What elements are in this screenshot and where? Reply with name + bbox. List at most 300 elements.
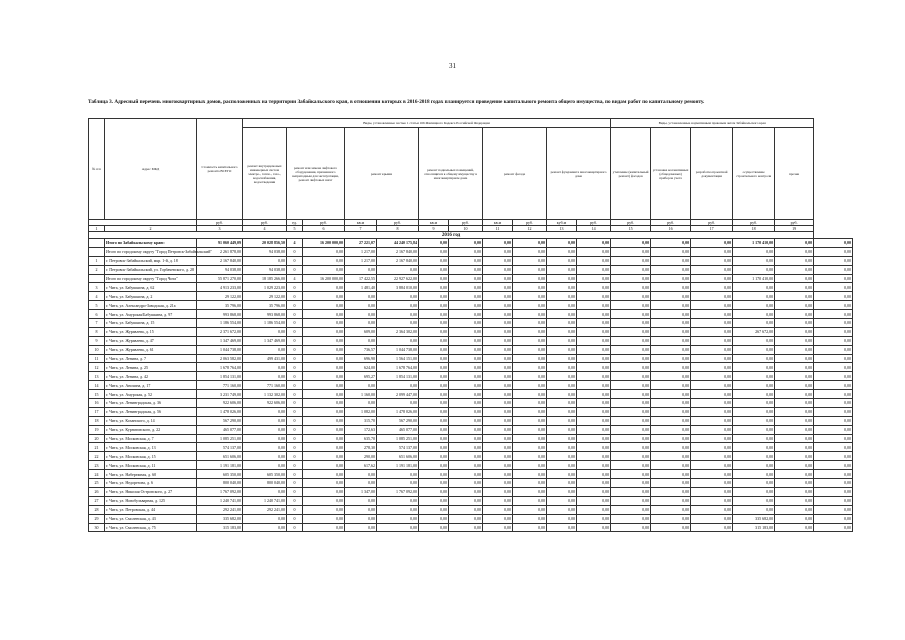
row-value: 922 606,00 bbox=[197, 399, 243, 408]
row-value: 0,00 bbox=[345, 496, 377, 505]
row-value: 0,00 bbox=[733, 354, 775, 363]
row-address: г. Чита, ул. Анохина, д. 17 bbox=[105, 381, 197, 390]
row-value: 1 217,00 bbox=[345, 247, 377, 256]
row-value: 0,00 bbox=[513, 487, 547, 496]
row-value: 0,00 bbox=[814, 461, 853, 470]
row-value: 0,00 bbox=[775, 461, 814, 470]
row-number: 9 bbox=[89, 336, 105, 345]
row-number: 3 bbox=[89, 283, 105, 292]
row-value: 0,00 bbox=[243, 407, 287, 416]
row-value: 0,00 bbox=[303, 310, 345, 319]
row-value: 0,00 bbox=[611, 514, 651, 523]
table-row bbox=[89, 390, 853, 399]
row-value: 1 240 741,00 bbox=[197, 496, 243, 505]
row-value: 0,00 bbox=[547, 319, 577, 328]
row-value: 20 028 856,50 bbox=[243, 239, 287, 248]
row-value: 0,00 bbox=[651, 443, 691, 452]
row-value: 1 564 151,00 bbox=[377, 354, 419, 363]
row-value: 0,00 bbox=[483, 470, 513, 479]
row-value: 22 927 622,00 bbox=[377, 274, 419, 283]
row-value: 0,00 bbox=[775, 256, 814, 265]
row-value: 0,00 bbox=[691, 381, 733, 390]
row-value: 0,00 bbox=[733, 470, 775, 479]
row-value: 0,00 bbox=[303, 479, 345, 488]
row-value: 0,00 bbox=[733, 434, 775, 443]
unit-cell: руб. bbox=[449, 220, 483, 226]
row-value: 695,27 bbox=[345, 372, 377, 381]
row-value: 0,00 bbox=[483, 310, 513, 319]
row-value: 0,00 bbox=[577, 505, 611, 514]
row-value: 0,00 bbox=[547, 381, 577, 390]
row-value: 0,00 bbox=[513, 514, 547, 523]
row-value: 0,00 bbox=[691, 292, 733, 301]
row-value: 0,00 bbox=[775, 479, 814, 488]
row-value: 0,00 bbox=[449, 354, 483, 363]
row-value: 0,00 bbox=[775, 514, 814, 523]
row-value: 0,00 bbox=[611, 292, 651, 301]
row-value: 0,00 bbox=[243, 514, 287, 523]
row-number: 19 bbox=[89, 425, 105, 434]
row-value: 0,00 bbox=[577, 434, 611, 443]
row-value: 0,00 bbox=[483, 336, 513, 345]
row-value: 0,00 bbox=[513, 301, 547, 310]
row-value: 0,00 bbox=[651, 407, 691, 416]
row-value: 0,00 bbox=[303, 354, 345, 363]
row-value: 0,00 bbox=[611, 363, 651, 372]
row-value: 0,00 bbox=[775, 523, 814, 532]
row-value: 0,00 bbox=[483, 523, 513, 532]
row-value: 1 217,00 bbox=[345, 256, 377, 265]
row-value: 0,00 bbox=[547, 256, 577, 265]
row-value: 0,00 bbox=[691, 301, 733, 310]
row-value: 0,00 bbox=[691, 274, 733, 283]
row-value: 605 350,00 bbox=[243, 470, 287, 479]
row-number: 12 bbox=[89, 363, 105, 372]
row-value: 0 bbox=[287, 514, 303, 523]
column-number: 17 bbox=[691, 226, 733, 232]
table-row bbox=[89, 256, 853, 265]
row-value: 0,00 bbox=[419, 496, 449, 505]
row-value: 0,00 bbox=[577, 479, 611, 488]
header-systems: ремонт внутридомовых инженерных систем электро-, тепло-, газо-, водоснабжения, водоотведения bbox=[243, 128, 287, 220]
row-number: 14 bbox=[89, 381, 105, 390]
column-number: 7 bbox=[345, 226, 377, 232]
row-value: 635,70 bbox=[345, 434, 377, 443]
row-value: 2 261 878,00 bbox=[197, 247, 243, 256]
row-value: 0,00 bbox=[651, 319, 691, 328]
row-value: 0,00 bbox=[547, 265, 577, 274]
row-number: 28 bbox=[89, 505, 105, 514]
row-value: 94 038,00 bbox=[243, 265, 287, 274]
row-value: 993 868,00 bbox=[197, 310, 243, 319]
row-value: 94 038,00 bbox=[243, 247, 287, 256]
row-value: 1 478 026,00 bbox=[377, 407, 419, 416]
row-value: 0,00 bbox=[483, 363, 513, 372]
row-value: 0,00 bbox=[483, 407, 513, 416]
table-row bbox=[89, 336, 853, 345]
table-container bbox=[88, 118, 853, 532]
row-value: 0,00 bbox=[691, 434, 733, 443]
row-value: 0,00 bbox=[611, 479, 651, 488]
row-value: 0,00 bbox=[303, 301, 345, 310]
row-value: 0,00 bbox=[449, 336, 483, 345]
row-value: 0,00 bbox=[611, 399, 651, 408]
row-value: 0,00 bbox=[651, 434, 691, 443]
row-value: 0,00 bbox=[513, 407, 547, 416]
row-value: 0,00 bbox=[733, 407, 775, 416]
column-number: 5 bbox=[287, 226, 303, 232]
row-value: 617,62 bbox=[345, 461, 377, 470]
row-value: 0 bbox=[287, 319, 303, 328]
row-address: г. Чита, ул. Коханского, д. 14 bbox=[105, 416, 197, 425]
row-value: 0,00 bbox=[449, 452, 483, 461]
row-value: 0,00 bbox=[577, 345, 611, 354]
row-value: 0,00 bbox=[577, 399, 611, 408]
row-address: г. Чита, ул. Смоленская, д. 75 bbox=[105, 523, 197, 532]
row-value: 0,00 bbox=[814, 399, 853, 408]
table-row bbox=[89, 399, 853, 408]
row-value: 0,00 bbox=[775, 443, 814, 452]
row-value: 0,00 bbox=[513, 345, 547, 354]
row-value: 0 bbox=[287, 443, 303, 452]
row-value: 0,00 bbox=[513, 443, 547, 452]
row-value: 0,00 bbox=[651, 470, 691, 479]
row-value: 0,00 bbox=[547, 327, 577, 336]
row-value: 4 bbox=[287, 274, 303, 283]
row-value: 0,00 bbox=[577, 443, 611, 452]
row-address: г. Чита, ул. Ленина, д. 25 bbox=[105, 363, 197, 372]
row-value: 0 bbox=[287, 283, 303, 292]
row-value: 0,00 bbox=[513, 247, 547, 256]
table-row bbox=[89, 345, 853, 354]
row-value: 0,00 bbox=[611, 487, 651, 496]
row-value: 0,00 bbox=[513, 319, 547, 328]
row-value: 0,00 bbox=[303, 256, 345, 265]
row-value: 0,00 bbox=[691, 336, 733, 345]
row-value: 0,00 bbox=[691, 327, 733, 336]
row-value: 0,00 bbox=[611, 443, 651, 452]
header-lifts: ремонт или замена лифтового оборудования, признанного непригодным для эксплуатации, ремонт лифтовых шахт bbox=[287, 128, 345, 220]
row-value: 0,00 bbox=[814, 363, 853, 372]
row-address: г. Чита, ул. Ленина, д. 7 bbox=[105, 354, 197, 363]
row-value: 1 082,00 bbox=[345, 407, 377, 416]
row-value: 0 bbox=[287, 425, 303, 434]
column-number: 4 bbox=[243, 226, 287, 232]
row-value: 0,00 bbox=[651, 479, 691, 488]
row-value: 0,00 bbox=[775, 487, 814, 496]
row-value: 1 347 469,00 bbox=[197, 336, 243, 345]
row-address: г. Чита, ул. Набережная, д. 60 bbox=[105, 470, 197, 479]
row-value: 1 132 302,00 bbox=[243, 390, 287, 399]
row-value: 0,00 bbox=[483, 274, 513, 283]
row-value: 2 063 582,00 bbox=[197, 354, 243, 363]
row-value: 0,00 bbox=[733, 292, 775, 301]
row-value: 16 200 000,00 bbox=[303, 274, 345, 283]
row-value: 0,00 bbox=[345, 336, 377, 345]
row-value: 0,00 bbox=[691, 452, 733, 461]
row-value: 0,00 bbox=[775, 283, 814, 292]
table-row bbox=[89, 265, 853, 274]
row-value: 0,00 bbox=[513, 505, 547, 514]
row-value: 0,00 bbox=[483, 514, 513, 523]
row-number: 7 bbox=[89, 319, 105, 328]
row-value: 16 200 000,00 bbox=[303, 239, 345, 248]
row-value: 0,00 bbox=[651, 336, 691, 345]
row-value: 0,00 bbox=[733, 247, 775, 256]
header-control: осуществление строительного контроля bbox=[733, 128, 775, 220]
row-value: 0,00 bbox=[377, 523, 419, 532]
row-value: 0,00 bbox=[449, 310, 483, 319]
row-value: 0,00 bbox=[483, 292, 513, 301]
row-value: 2 099 447,00 bbox=[377, 390, 419, 399]
row-value: 0,00 bbox=[303, 452, 345, 461]
row-value: 0,00 bbox=[303, 434, 345, 443]
row-value: 0,00 bbox=[303, 345, 345, 354]
unit-cell: ед. bbox=[287, 220, 303, 226]
row-value: 0,00 bbox=[419, 470, 449, 479]
row-address: Итого по городскому округу "Город Чита" bbox=[105, 274, 197, 283]
row-value: 0,00 bbox=[611, 496, 651, 505]
column-number: 15 bbox=[611, 226, 651, 232]
row-value: 0,00 bbox=[733, 390, 775, 399]
row-value: 0,00 bbox=[243, 452, 287, 461]
table-title: Таблица 3. Адресный перечень многоквартирных домов, расположенных на территории Забайкальского края, в отношении которых в 2016-2018 годах планируется проведение капитального ремонта общего имущества, по видам работ по капитальному ремонту. bbox=[88, 99, 705, 105]
row-value: 0,00 bbox=[303, 319, 345, 328]
table-row bbox=[89, 487, 853, 496]
row-value: 0,00 bbox=[449, 479, 483, 488]
row-value: 0,00 bbox=[345, 381, 377, 390]
row-value: 0,00 bbox=[303, 327, 345, 336]
header-facade: ремонт фасада bbox=[483, 128, 547, 220]
row-value: 0,00 bbox=[419, 327, 449, 336]
row-value: 0,00 bbox=[814, 479, 853, 488]
row-value: 0,00 bbox=[611, 274, 651, 283]
row-value: 0,00 bbox=[449, 283, 483, 292]
unit-cell: куб.м bbox=[547, 220, 577, 226]
row-value: 0,00 bbox=[651, 256, 691, 265]
row-value: 0,00 bbox=[775, 247, 814, 256]
column-number: 13 bbox=[547, 226, 577, 232]
row-value: 0,00 bbox=[547, 407, 577, 416]
row-value: 0,00 bbox=[243, 327, 287, 336]
row-value: 0,00 bbox=[449, 487, 483, 496]
row-value: 0,00 bbox=[577, 425, 611, 434]
row-value: 1 044 738,00 bbox=[377, 345, 419, 354]
table-row bbox=[89, 479, 853, 488]
row-value: 0,00 bbox=[651, 274, 691, 283]
row-value: 0,00 bbox=[513, 336, 547, 345]
row-value: 0,00 bbox=[419, 239, 449, 248]
table-row bbox=[89, 310, 853, 319]
row-value: 0,00 bbox=[483, 256, 513, 265]
row-value: 0,00 bbox=[814, 523, 853, 532]
row-value: 0,00 bbox=[547, 239, 577, 248]
row-value: 0,00 bbox=[814, 247, 853, 256]
row-number: 21 bbox=[89, 443, 105, 452]
row-value: 0,00 bbox=[449, 461, 483, 470]
row-value: 0,00 bbox=[651, 354, 691, 363]
row-value: 0,00 bbox=[651, 399, 691, 408]
row-number: 18 bbox=[89, 416, 105, 425]
row-value: 0,00 bbox=[814, 443, 853, 452]
row-value: 0,00 bbox=[651, 363, 691, 372]
row-value: 0,00 bbox=[345, 479, 377, 488]
row-value: 624,00 bbox=[345, 363, 377, 372]
row-value: 0,00 bbox=[814, 487, 853, 496]
row-value: 0,00 bbox=[449, 443, 483, 452]
row-value: 1 191 181,00 bbox=[377, 461, 419, 470]
row-value: 0,00 bbox=[483, 479, 513, 488]
row-value: 0,00 bbox=[775, 292, 814, 301]
row-value: 0,00 bbox=[547, 479, 577, 488]
row-value: 0,00 bbox=[419, 372, 449, 381]
unit-cell: руб. bbox=[775, 220, 814, 226]
row-value: 0,00 bbox=[303, 265, 345, 274]
table-row bbox=[89, 292, 853, 301]
row-value: 0,00 bbox=[345, 505, 377, 514]
row-value: 1 767 092,00 bbox=[197, 487, 243, 496]
row-value: 0,00 bbox=[483, 239, 513, 248]
row-value: 0,00 bbox=[345, 292, 377, 301]
row-value: 0,00 bbox=[577, 461, 611, 470]
row-value: 0,00 bbox=[651, 292, 691, 301]
row-value: 0,00 bbox=[419, 336, 449, 345]
row-value: 0,00 bbox=[547, 345, 577, 354]
row-value: 0,00 bbox=[377, 336, 419, 345]
row-value: 0,00 bbox=[377, 319, 419, 328]
row-value: 0,00 bbox=[513, 274, 547, 283]
row-value: 0,00 bbox=[547, 354, 577, 363]
row-value: 2 167 840,00 bbox=[377, 247, 419, 256]
row-value: 736,57 bbox=[345, 345, 377, 354]
row-value: 0,00 bbox=[611, 381, 651, 390]
table-row bbox=[89, 505, 853, 514]
row-value: 0,00 bbox=[691, 319, 733, 328]
row-value: 0,00 bbox=[303, 523, 345, 532]
row-value: 0,00 bbox=[303, 372, 345, 381]
row-value: 0,00 bbox=[814, 283, 853, 292]
row-number: 30 bbox=[89, 523, 105, 532]
row-value: 2 371 672,00 bbox=[197, 327, 243, 336]
row-value: 335 682,00 bbox=[733, 514, 775, 523]
row-value: 0,00 bbox=[483, 319, 513, 328]
row-value: 0,00 bbox=[303, 496, 345, 505]
row-number bbox=[89, 274, 105, 283]
row-address: Итого по Забайкальскому краю: bbox=[105, 239, 197, 248]
row-value: 0,00 bbox=[449, 345, 483, 354]
row-value: 0,00 bbox=[449, 416, 483, 425]
row-value: 1 085 251,00 bbox=[377, 434, 419, 443]
row-value: 18 185 266,00 bbox=[243, 274, 287, 283]
table-row bbox=[89, 354, 853, 363]
row-value: 1 478 026,00 bbox=[197, 407, 243, 416]
row-value: 0 bbox=[287, 505, 303, 514]
row-value: 0,00 bbox=[775, 399, 814, 408]
row-value: 0,00 bbox=[419, 479, 449, 488]
row-value: 0,00 bbox=[651, 310, 691, 319]
row-value: 0,00 bbox=[547, 301, 577, 310]
row-value: 0,00 bbox=[547, 274, 577, 283]
row-value: 0,00 bbox=[303, 505, 345, 514]
row-value: 0,00 bbox=[691, 265, 733, 274]
row-value: 0,00 bbox=[449, 372, 483, 381]
row-value: 0,00 bbox=[691, 345, 733, 354]
row-value: 17 422,55 bbox=[345, 274, 377, 283]
row-value: 315 183,00 bbox=[197, 523, 243, 532]
row-address: г. Чита, ул. Недорезова, д. 6 bbox=[105, 479, 197, 488]
row-value: 771 160,00 bbox=[197, 381, 243, 390]
row-value: 0,00 bbox=[513, 239, 547, 248]
row-number: 29 bbox=[89, 514, 105, 523]
column-number: 3 bbox=[197, 226, 243, 232]
row-value: 0 bbox=[287, 292, 303, 301]
row-value: 0,00 bbox=[775, 416, 814, 425]
row-address: Итого по городскому округу "Город Петровск-Забайкальский" bbox=[106, 249, 212, 255]
row-value: 1 854 131,00 bbox=[197, 372, 243, 381]
column-number: 16 bbox=[651, 226, 691, 232]
row-value: 0,00 bbox=[577, 274, 611, 283]
row-number: 25 bbox=[89, 479, 105, 488]
row-address: г. Чита, ул. Журавлева, д. 61 bbox=[105, 345, 197, 354]
row-value: 771 160,00 bbox=[243, 381, 287, 390]
row-number bbox=[89, 239, 105, 248]
row-value: 0,00 bbox=[547, 443, 577, 452]
row-value: 0,00 bbox=[651, 416, 691, 425]
row-number: 15 bbox=[89, 390, 105, 399]
row-value: 0,00 bbox=[775, 434, 814, 443]
row-value: 0,00 bbox=[577, 470, 611, 479]
row-value: 0,00 bbox=[513, 292, 547, 301]
row-value: 0,00 bbox=[449, 319, 483, 328]
row-address: г. Чита, ул. Амурская, д. 52 bbox=[105, 390, 197, 399]
row-value: 0,00 bbox=[419, 381, 449, 390]
row-value: 0,00 bbox=[547, 452, 577, 461]
row-value: 0,00 bbox=[513, 399, 547, 408]
row-value: 35 796,00 bbox=[197, 301, 243, 310]
row-value: 0,00 bbox=[547, 399, 577, 408]
row-value: 0,00 bbox=[513, 523, 547, 532]
row-value: 0,00 bbox=[345, 319, 377, 328]
row-value: 0,00 bbox=[775, 310, 814, 319]
row-address: г. Петровск-Забайкальский, мкр. 1-й, д. 18 bbox=[105, 256, 197, 265]
row-value: 0,00 bbox=[733, 479, 775, 488]
row-value: 0,00 bbox=[419, 310, 449, 319]
row-value: 0,00 bbox=[449, 301, 483, 310]
row-value: 0,00 bbox=[814, 381, 853, 390]
row-value: 0,00 bbox=[611, 416, 651, 425]
row-value: 0,00 bbox=[611, 319, 651, 328]
row-value: 35 796,00 bbox=[243, 301, 287, 310]
row-value: 0,00 bbox=[814, 354, 853, 363]
row-value: 0,00 bbox=[547, 514, 577, 523]
row-value: 0,00 bbox=[419, 434, 449, 443]
row-value: 0,00 bbox=[691, 256, 733, 265]
row-value: 292 241,00 bbox=[243, 505, 287, 514]
row-number: 10 bbox=[89, 345, 105, 354]
row-value: 0,00 bbox=[577, 292, 611, 301]
row-value: 0,00 bbox=[303, 399, 345, 408]
column-number: 10 bbox=[449, 226, 483, 232]
row-value: 0,00 bbox=[577, 283, 611, 292]
row-value: 0,00 bbox=[814, 407, 853, 416]
row-value: 0,00 bbox=[419, 487, 449, 496]
row-value: 0,00 bbox=[651, 487, 691, 496]
row-value: 0,00 bbox=[691, 487, 733, 496]
row-value: 0,00 bbox=[419, 443, 449, 452]
row-value: 0,00 bbox=[775, 372, 814, 381]
row-value: 0,00 bbox=[419, 390, 449, 399]
row-value: 0,00 bbox=[449, 523, 483, 532]
